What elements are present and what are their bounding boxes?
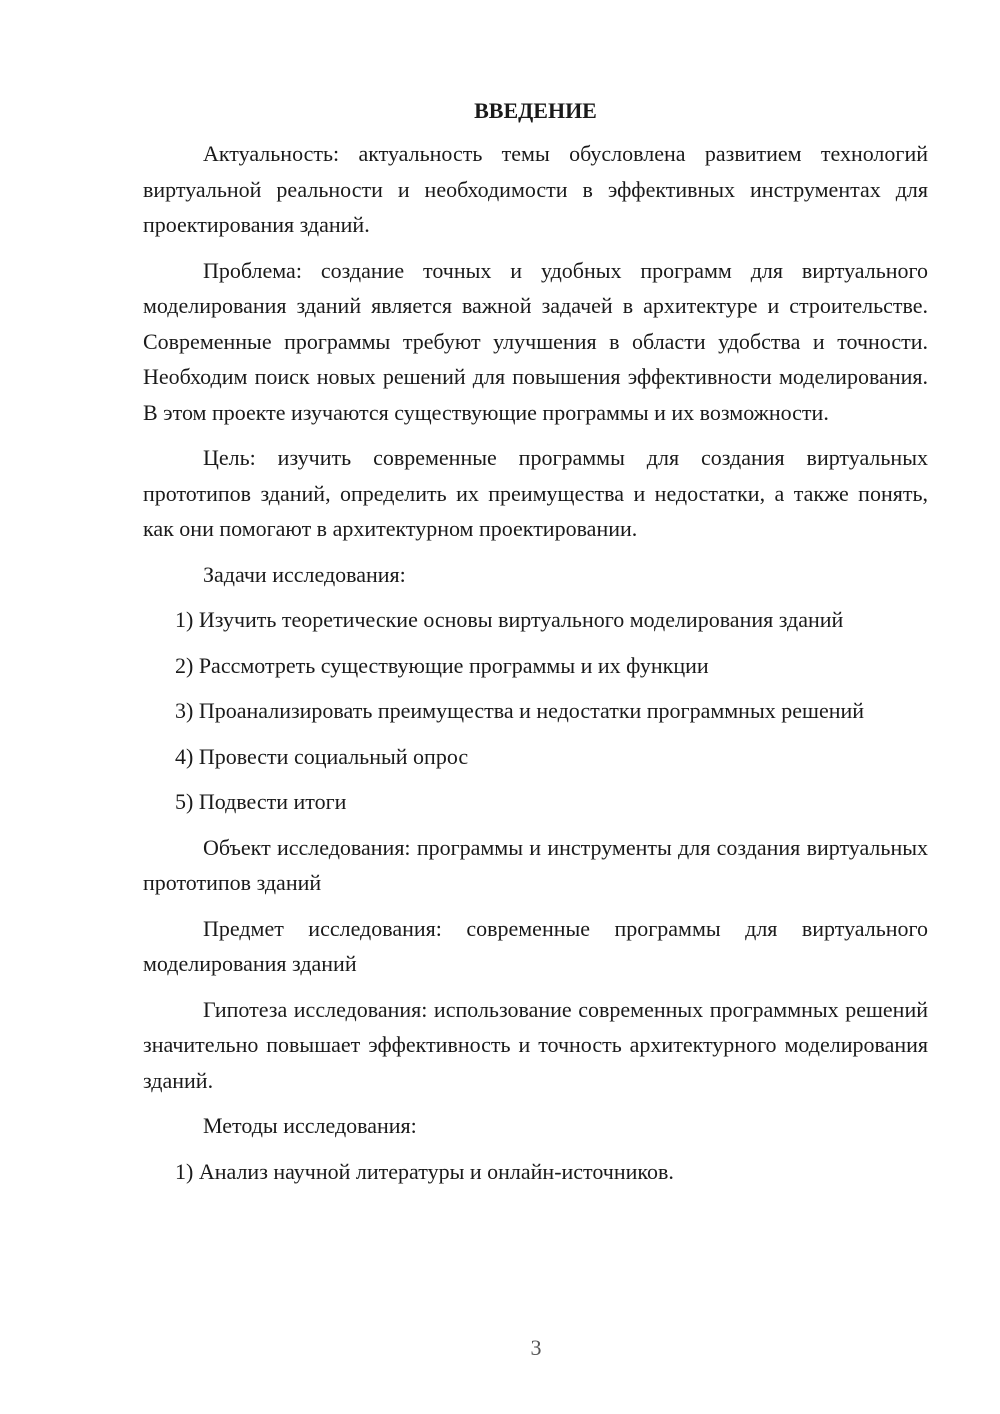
object-paragraph: Объект исследования: программы и инструменты для создания виртуальных прототипов зданий xyxy=(143,834,928,895)
subject-paragraph: Предмет исследования: современные программы для виртуального моделирования зданий xyxy=(143,915,928,976)
hypothesis-paragraph: Гипотеза исследования: использование современных программных решений значительно повышает эффективность и точность архитектурного моделирования зданий. xyxy=(143,996,928,1093)
task-item-4: 4) Провести социальный опрос xyxy=(175,743,469,769)
goal-paragraph: Цель: изучить современные программы для создания виртуальных прототипов зданий, определить их преимущества и недостатки, а также понять, как они помогают в архитектурном проектировании. xyxy=(143,445,928,541)
page-number: 3 xyxy=(530,1335,542,1360)
tasks-heading: Задачи исследования: xyxy=(203,561,406,587)
task-item-2: 2) Рассмотреть существующие программы и их функции xyxy=(175,652,709,678)
section-title: ВВЕДЕНИЕ xyxy=(474,98,597,123)
relevance-paragraph: Актуальность: актуальность темы обусловлена развитием технологий виртуальной реальности и необходимости в эффективных инструментах для проектирования зданий. xyxy=(143,141,928,237)
problem-paragraph: Проблема: создание точных и удобных программ для виртуального моделирования зданий является важной задачей в архитектуре и строительстве. Современные программы требуют улучшения в области удобства и точности. Необходим поиск новых решений для повышения эффективности моделирования. В этом проекте изучаются существующие программы и их возможности. xyxy=(143,257,928,425)
methods-heading: Методы исследования: xyxy=(203,1113,417,1138)
method-item-1: 1) Анализ научной литературы и онлайн-источников. xyxy=(175,1158,674,1184)
task-item-5: 5) Подвести итоги xyxy=(175,789,347,814)
document-page xyxy=(143,96,928,1199)
task-item-3: 3) Проанализировать преимущества и недостатки программных решений xyxy=(175,698,865,723)
task-item-1: 1) Изучить теоретические основы виртуального моделирования зданий xyxy=(175,607,844,632)
